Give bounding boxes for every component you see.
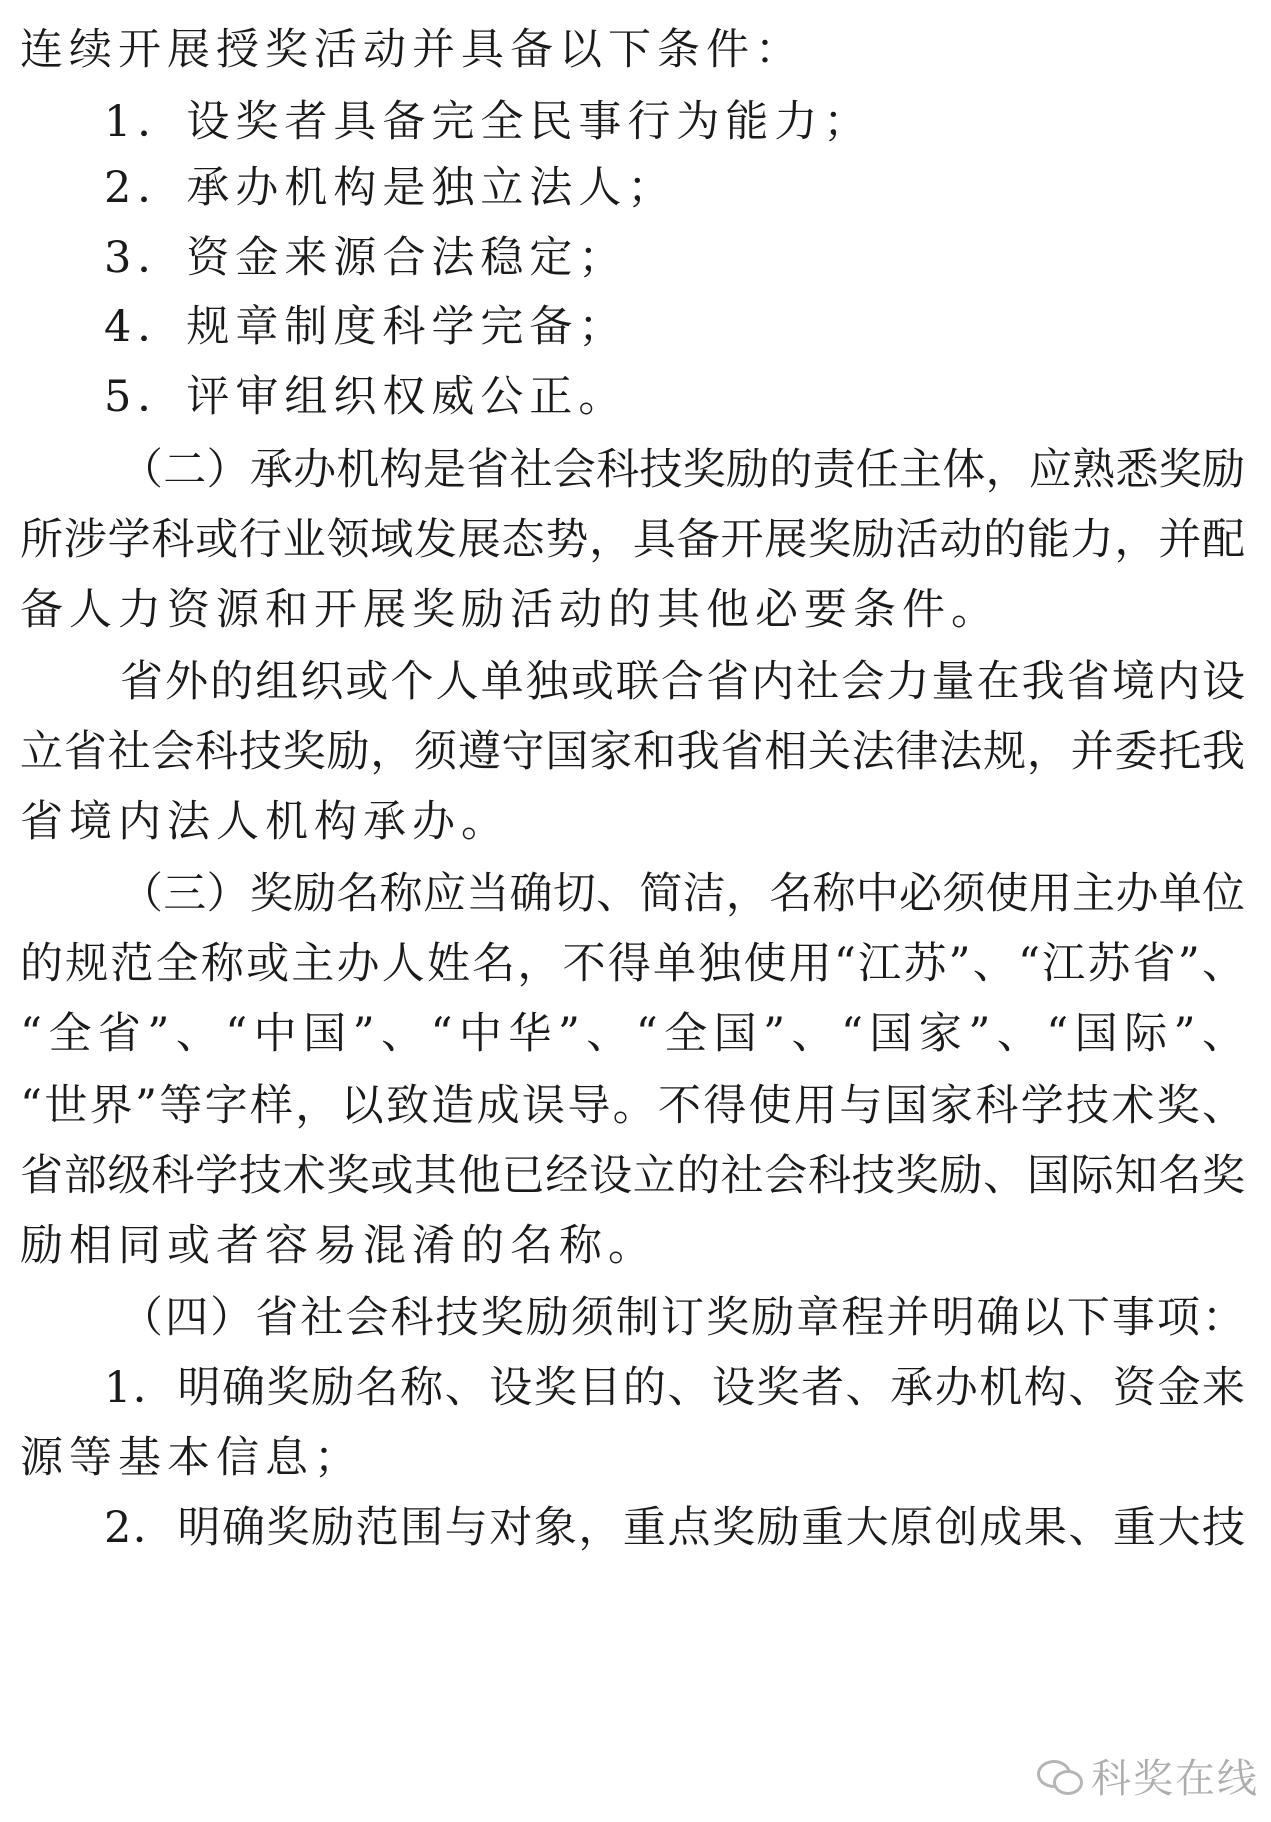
paragraph-line: （四）省社会科技奖励须制订奖励章程并明确以下事项：	[120, 1293, 1245, 1343]
list-item: 4．规章制度科学完备；	[104, 302, 628, 352]
paragraph-line: 省部级科学技术奖或其他已经设立的社会科技奖励、国际知名奖	[20, 1151, 1245, 1201]
paragraph-line: 所涉学科或行业领域发展态势，具备开展奖励活动的能力，并配	[20, 515, 1245, 565]
paragraph-line: 备人力资源和开展奖励活动的其他必要条件。	[20, 585, 1000, 635]
watermark	[1037, 1747, 1259, 1804]
paragraph-line: “世界”等字样，以致造成误导。不得使用与国家科学技术奖、	[20, 1081, 1245, 1131]
paragraph-line: 省境内法人机构承办。	[20, 797, 510, 847]
paragraph-line: 的规范全称或主办人姓名，不得单独使用“江苏”、“江苏省”、	[20, 939, 1245, 989]
paragraph-line: 立省社会科技奖励，须遵守国家和我省相关法律法规，并委托我	[20, 727, 1245, 777]
list-item: 2．承办机构是独立法人；	[104, 163, 677, 213]
list-item: 5．评审组织权威公正。	[104, 372, 628, 422]
paragraph-line: 省外的组织或个人单独或联合省内社会力量在我省境内设	[120, 657, 1245, 707]
paragraph-line: 励相同或者容易混淆的名称。	[20, 1221, 657, 1271]
wechat-icon	[1037, 1758, 1081, 1794]
paragraph-line: “全省”、“中国”、“中华”、“全国”、“国家”、“国际”、	[20, 1009, 1245, 1059]
paragraph-line: （二）承办机构是省社会科技奖励的责任主体，应熟悉奖励	[120, 445, 1245, 495]
list-item: 2．明确奖励范围与对象，重点奖励重大原创成果、重大技	[104, 1503, 1245, 1553]
list-item: 1．设奖者具备完全民事行为能力；	[104, 97, 873, 147]
watermark-label: 科奖在线	[1091, 1756, 1259, 1802]
list-item: 1．明确奖励名称、设奖目的、设奖者、承办机构、资金来	[104, 1363, 1245, 1413]
text-line: 连续开展授奖活动并具备以下条件：	[20, 25, 804, 75]
list-item: 源等基本信息；	[20, 1433, 363, 1483]
list-item: 3．资金来源合法稳定；	[104, 233, 628, 283]
paragraph-line: （三）奖励名称应当确切、简洁，名称中必须使用主办单位	[120, 869, 1245, 919]
